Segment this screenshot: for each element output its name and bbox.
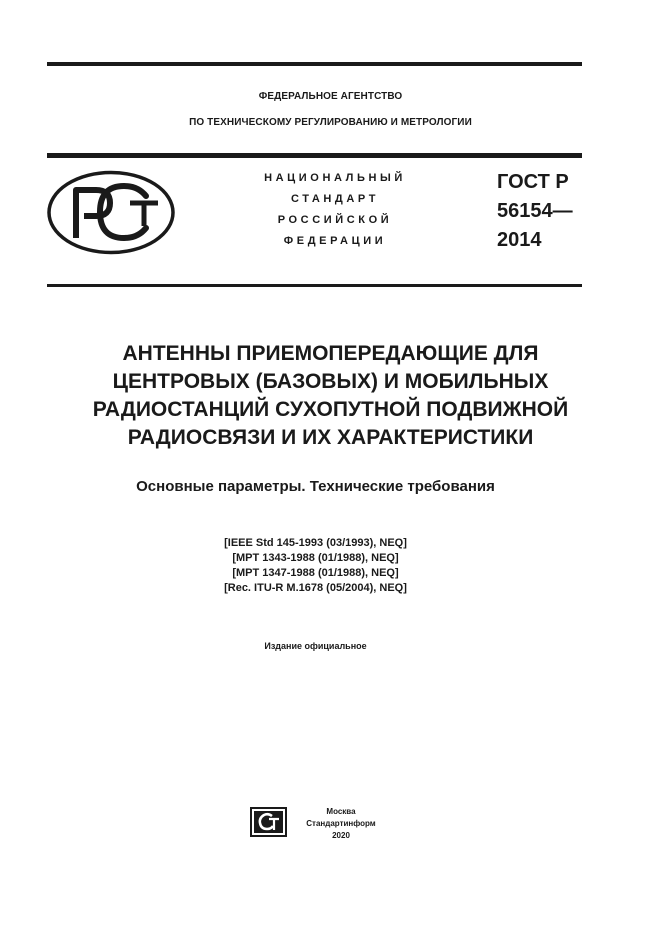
top-rule [47,62,582,66]
national-standard-line-2: СТАНДАРТ [290,193,380,205]
designation-line-2: 56154— [497,200,573,222]
publisher-name: Стандартинформ [306,819,376,828]
document-subtitle: Основные параметры. Технические требования [136,478,495,495]
title-line-1: АНТЕННЫ ПРИЕМОПЕРЕДАЮЩИЕ ДЛЯ [122,342,539,365]
designation-line-1: ГОСТ Р [497,171,569,193]
rst-logo-icon [46,170,176,255]
reference-item: [MPT 1343-1988 (01/1988), NEQ] [232,552,399,564]
designation-line-3: 2014 [497,229,542,251]
national-standard-line-1: НАЦИОНАЛЬНЫЙ [264,172,406,184]
title-line-3: РАДИОСТАНЦИЙ СУХОПУТНОЙ ПОДВИЖНОЙ [92,398,569,421]
reference-item: [Rec. ITU-R M.1678 (05/2004), NEQ] [224,582,407,594]
document-title [40,340,621,452]
publisher-city: Москва [326,807,356,816]
header-rule [47,153,582,158]
edition-note: Издание официальное [264,641,367,651]
standartinform-logo-icon [250,807,287,837]
publisher-year: 2020 [332,831,350,840]
publisher-block [293,806,389,842]
agency-line-1: ФЕДЕРАЛЬНОЕ АГЕНТСТВО [258,91,403,102]
agency-line-2: ПО ТЕХНИЧЕСКОМУ РЕГУЛИРОВАНИЮ И МЕТРОЛОГИИ [189,117,472,128]
national-standard-line-3: РОССИЙСКОЙ [277,214,393,226]
title-line-2: ЦЕНТРОВЫХ (БАЗОВЫХ) И МОБИЛЬНЫХ [112,370,549,393]
reference-item: [MPT 1347-1988 (01/1988), NEQ] [232,567,399,579]
national-standard-block [230,168,440,252]
title-line-4: РАДИОСВЯЗИ И ИХ ХАРАКТЕРИСТИКИ [127,426,534,449]
national-standard-line-4: ФЕДЕРАЦИИ [283,235,387,247]
reference-item: [IEEE Std 145-1993 (03/1993), NEQ] [224,537,407,549]
mid-rule [47,284,582,287]
standard-designation [497,168,573,255]
references-list [0,536,631,596]
